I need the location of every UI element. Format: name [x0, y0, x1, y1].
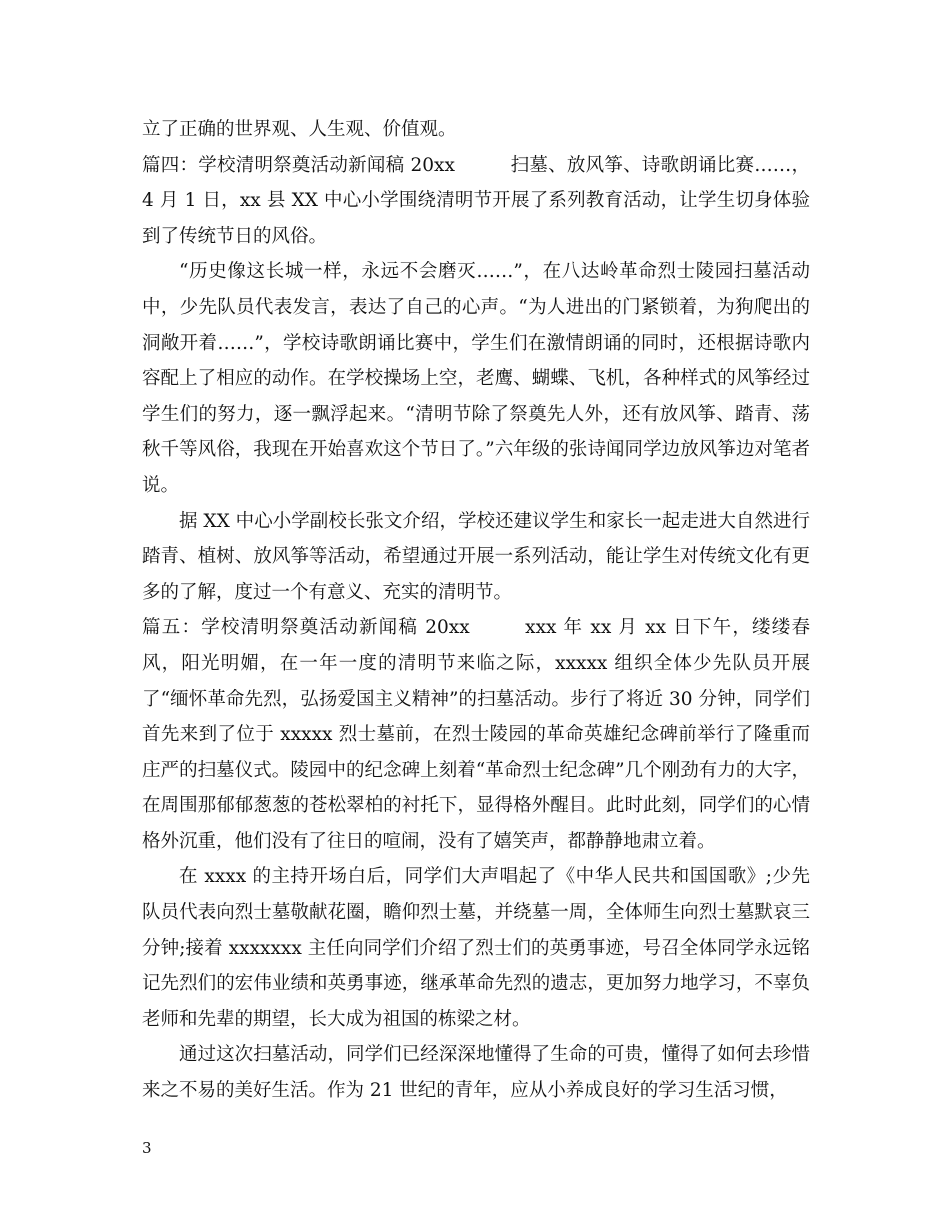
paragraph-5-text: xxx 年 xx 月 xx 日下午，缕缕春风，阳光明媚，在一年一度的清明节来临之际，xxxxx 组织全体少先队员开展了“缅怀革命先烈，弘扬爱国主义精神”的扫墓活动。步行了将近 30 分钟，同学们首先来到了位于 xxxxx 烈士墓前，在烈士陵园的革命英雄纪念碑前举行了隆重而庄严的扫墓仪式。陵园中的纪念碑上刻着“革命烈士纪念碑”几个刚劲有力的大字，在周围那郁郁葱葱的苍松翠柏的衬托下，显得格外醒目。此时此刻，同学们的心情格外沉重，他们没有了往日的喧闹，没有了嬉笑声，都静静地肃立着。 — [142, 617, 811, 852]
paragraph-3-text: “历史像这长城一样，永远不会磨灭……”，在八达岭革命烈士陵园扫墓活动中，少先队员代表发言，表达了自己的心声。“为人进出的门紧锁着，为狗爬出的洞敞开着……”，学校诗歌朗诵比赛中，学生们在激情朗诵的同时，还根据诗歌内容配上了相应的动作。在学校操场上空，老鹰、蝴蝶、飞机，各种样式的风筝经过学生们的努力，逐一飘浮起来。“清明节除了祭奠先人外，还有放风筝、踏青、荡秋千等风俗，我现在开始喜欢这个节日了。”六年级的张诗闻同学边放风筝边对笔者说。 — [142, 261, 810, 496]
paragraph-5 — [142, 610, 810, 859]
section-heading-5: 篇五：学校清明祭奠活动新闻稿 20xx — [142, 617, 470, 639]
paragraph-1 — [142, 112, 810, 148]
paragraph-6 — [142, 859, 810, 1037]
paragraph-6-text: 在 xxxx 的主持开场白后，同学们大声唱起了《中华人民共和国国歌》;少先队员代表向烈士墓敬献花圈，瞻仰烈士墓，并绕墓一周，全体师生向烈士墓默哀三分钟;接着 xxxxxxx 主任向同学们介绍了烈士们的英勇事迹，号召全体同学永远铭记先烈们的宏伟业绩和英勇事迹，继承革命先烈的遗志，更加努力地学习，不辜负老师和先辈的期望，长大成为祖国的栋梁之材。 — [142, 866, 810, 1030]
paragraph-2 — [142, 148, 810, 255]
section-heading-4: 篇四：学校清明祭奠活动新闻稿 20xx — [142, 154, 455, 176]
page-number: 3 — [142, 1139, 152, 1157]
paragraph-7 — [142, 1037, 810, 1108]
paragraph-3 — [142, 254, 810, 503]
paragraph-1-text: 立了正确的世界观、人生观、价值观。 — [142, 119, 457, 140]
document-body — [142, 112, 810, 1109]
paragraph-7-text: 通过这次扫墓活动，同学们已经深深地懂得了生命的可贵，懂得了如何去珍惜来之不易的美好生活。作为 21 世纪的青年，应从小养成良好的学习生活习惯， — [142, 1044, 810, 1102]
paragraph-2-text: 扫墓、放风筝、诗歌朗诵比赛……，4 月 1 日，xx 县 XX 中心小学围绕清明节开展了系列教育活动，让学生切身体验到了传统节日的风俗。 — [142, 154, 810, 247]
paragraph-4-text: 据 XX 中心小学副校长张文介绍，学校还建议学生和家长一起走进大自然进行踏青、植树、放风筝等活动，希望通过开展一系列活动，能让学生对传统文化有更多的了解，度过一个有意义、充实的清明节。 — [142, 510, 810, 603]
paragraph-4 — [142, 504, 810, 611]
